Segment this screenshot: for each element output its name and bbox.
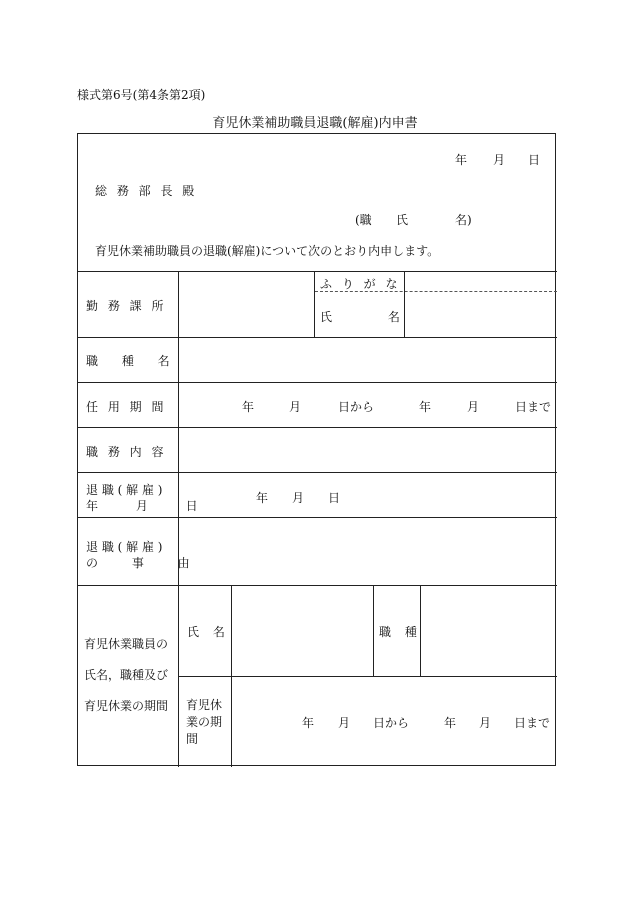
form-title: 育児休業補助職員退職(解雇)内申書 [212, 116, 418, 131]
divider [231, 585, 232, 767]
leave-period-label-2: 業の期 [186, 715, 223, 729]
divider [404, 271, 405, 337]
job-type-label: 職 種 名 [86, 354, 170, 368]
header-year: 年 [455, 153, 468, 167]
term-to-day: 日まで [515, 400, 552, 414]
term-from-day: 日から [338, 400, 375, 414]
retire-year: 年 [256, 491, 269, 505]
leave-period-label-1: 育児休 [186, 698, 223, 712]
retire-date-label-2: 年 月 日 [86, 499, 198, 513]
divider [78, 585, 557, 586]
leave-to-month: 月 [479, 716, 492, 730]
name-label: 氏 名 [320, 310, 400, 324]
leave-period-label-3: 間 [186, 732, 199, 746]
divider [78, 337, 557, 338]
divider [178, 676, 557, 677]
divider [420, 585, 421, 676]
leave-from-month: 月 [338, 716, 351, 730]
leave-name-label: 氏 名 [187, 625, 225, 639]
term-to-month: 月 [467, 400, 480, 414]
retire-month: 月 [292, 491, 305, 505]
term-to-year: 年 [419, 400, 432, 414]
statement: 育児休業補助職員の退職(解雇)について次のとおり内申します。 [95, 244, 440, 258]
divider [314, 271, 315, 337]
addressee: 総 務 部 長 殿 [95, 184, 195, 198]
divider [78, 382, 557, 383]
form-number: 様式第6号(第4条第2項) [77, 88, 206, 102]
workplace-label: 勤 務 課 所 [86, 299, 164, 313]
leave-label-3: 育児休業の期間 [84, 699, 169, 713]
leave-from-day: 日から [373, 716, 410, 730]
name-label-open: (職 [355, 213, 372, 227]
divider [373, 585, 374, 676]
leave-job-label: 職 種 [379, 625, 417, 639]
duties-label: 職 務 内 容 [86, 445, 164, 459]
term-from-month: 月 [289, 400, 302, 414]
furigana-label: ふ り が な [320, 277, 398, 291]
divider [178, 271, 179, 767]
name-label-mid: 氏 [396, 213, 409, 227]
divider [78, 271, 557, 272]
leave-to-year: 年 [444, 716, 457, 730]
divider [78, 427, 557, 428]
reason-label-1: 退 職 ( 解 雇 ) [86, 540, 163, 554]
header-month: 月 [493, 153, 506, 167]
retire-date-label-1: 退 職 ( 解 雇 ) [86, 483, 163, 497]
leave-label-2: 氏名，職種及び [84, 668, 169, 682]
leave-from-year: 年 [302, 716, 315, 730]
name-label-close: 名) [455, 213, 472, 227]
retire-day: 日 [328, 491, 341, 505]
header-day: 日 [528, 153, 541, 167]
leave-label-1: 育児休業職員の [84, 637, 169, 651]
leave-to-day: 日まで [514, 716, 551, 730]
divider [78, 472, 557, 473]
term-from-year: 年 [242, 400, 255, 414]
term-label: 任 用 期 間 [86, 400, 164, 414]
reason-label-2: の 事 由 [86, 556, 190, 570]
divider [78, 517, 557, 518]
